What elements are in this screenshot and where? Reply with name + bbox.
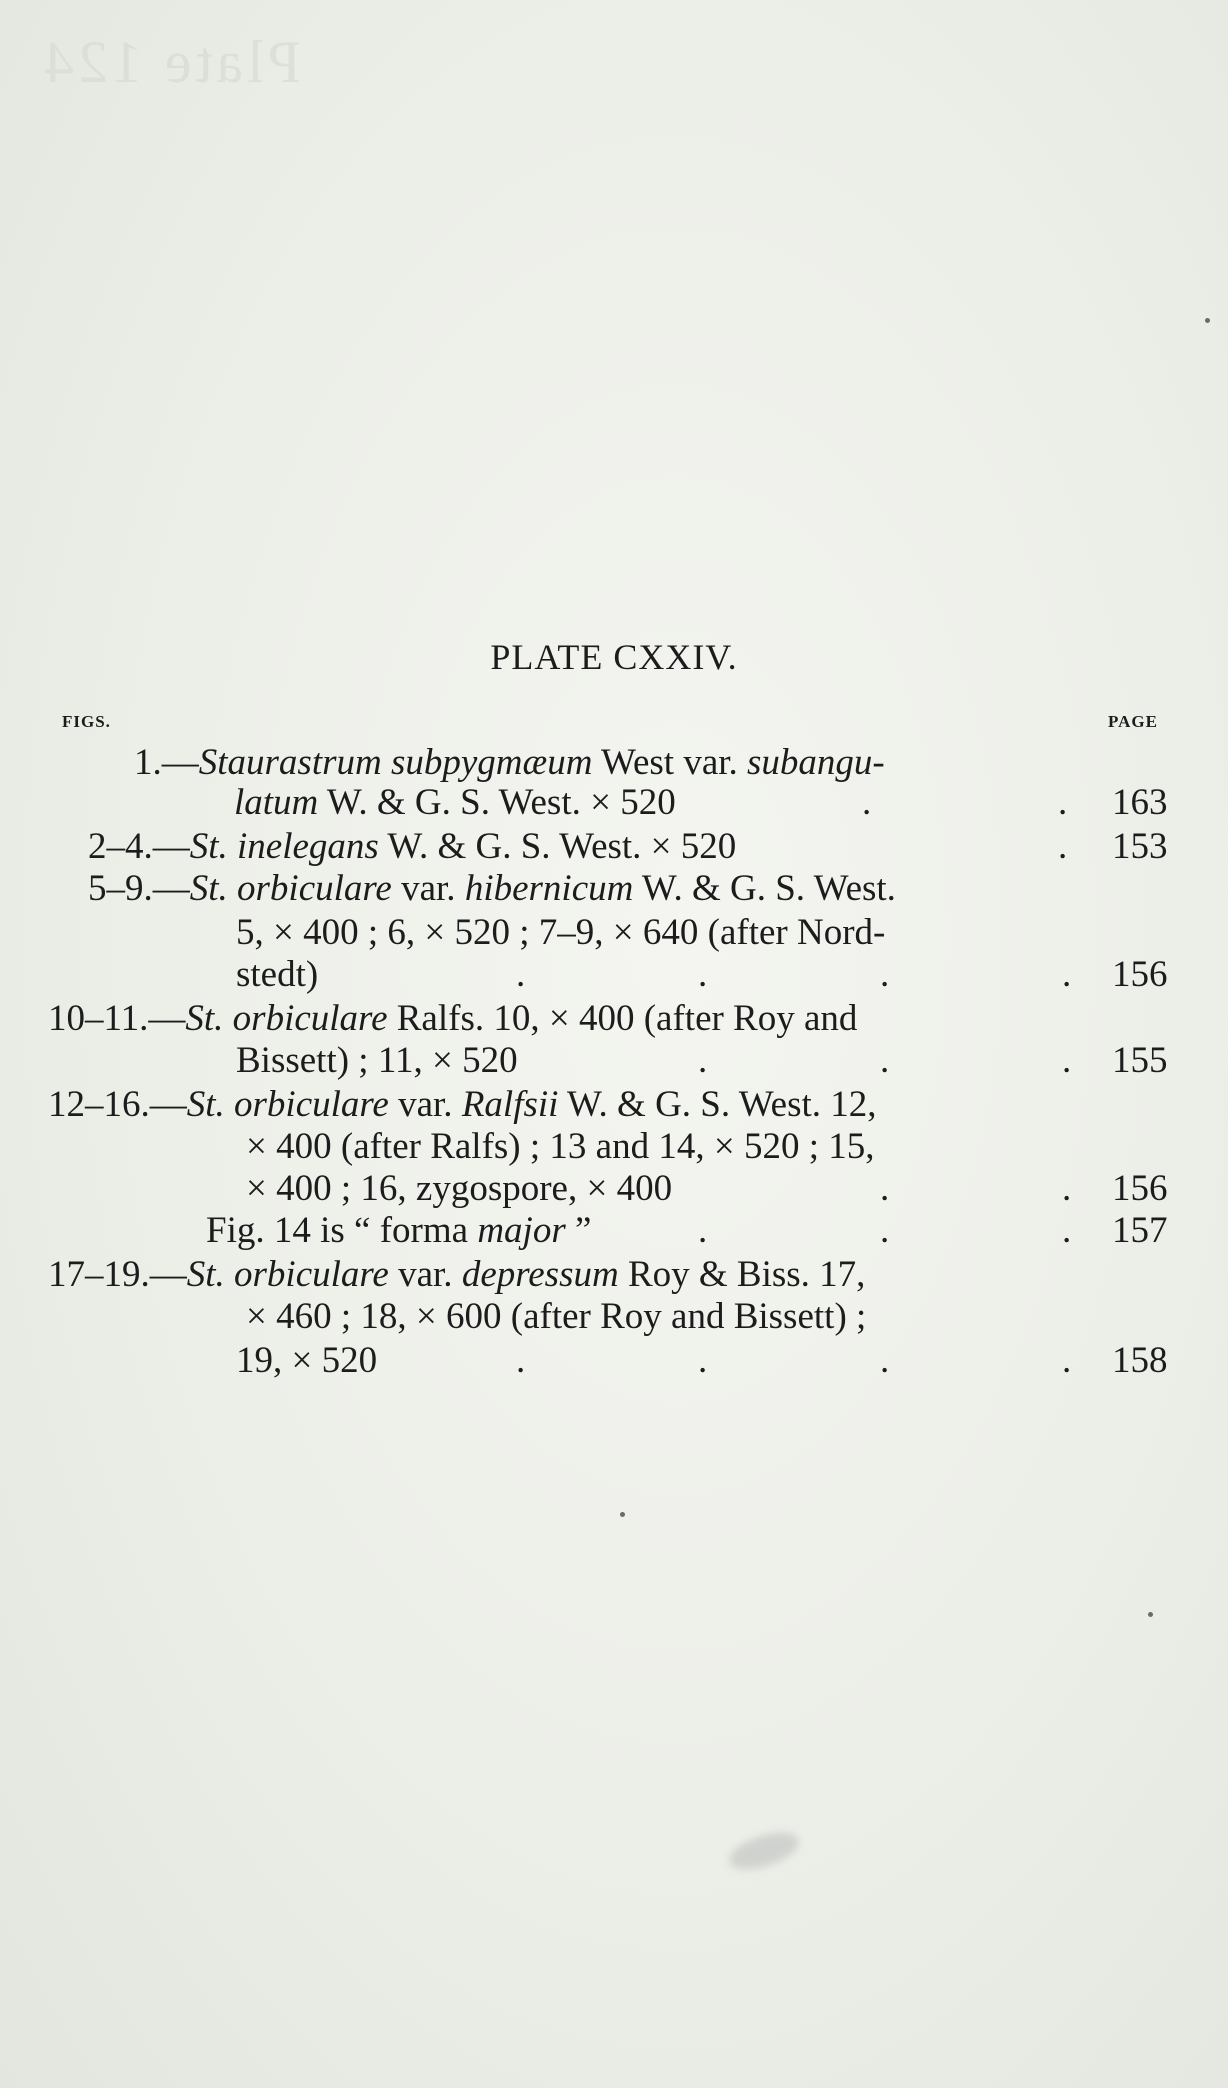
variety-name: hibernicum bbox=[464, 868, 634, 909]
caption-line bbox=[236, 1042, 518, 1079]
page-number: 158 bbox=[1112, 1340, 1168, 1381]
species-name: St. inelegans bbox=[189, 826, 379, 867]
figs-column-header: FIGS. bbox=[62, 712, 111, 731]
page-column-header: PAGE bbox=[1108, 712, 1158, 731]
species-name: St. orbiculare bbox=[186, 1254, 389, 1295]
caption-line bbox=[246, 1170, 672, 1207]
page-number: 155 bbox=[1112, 1040, 1168, 1081]
caption-line bbox=[236, 914, 885, 951]
caption-text: 5, × 400 ; 6, × 520 ; 7–9, × 640 (after Nord- bbox=[236, 912, 886, 953]
variety-name: major bbox=[477, 1210, 566, 1251]
fig-number: 1.— bbox=[134, 742, 199, 783]
caption-line bbox=[134, 744, 885, 781]
paper-speck bbox=[1205, 318, 1210, 323]
caption-line bbox=[206, 1212, 591, 1249]
leader-dot: . bbox=[880, 1168, 890, 1209]
leader-dot: . bbox=[880, 1040, 890, 1081]
fig-number: 17–19.— bbox=[48, 1254, 187, 1295]
fig-number: 10–11.— bbox=[48, 998, 186, 1039]
show-through-text: Plate 124 bbox=[40, 29, 301, 95]
caption-line bbox=[48, 1256, 865, 1293]
caption-line bbox=[48, 1000, 857, 1037]
page-number: 163 bbox=[1112, 782, 1168, 823]
variety-name: depressum bbox=[461, 1254, 619, 1295]
caption-text: Ralfs. 10, × 400 (after Roy and bbox=[387, 998, 858, 1039]
caption-text: Roy & Biss. 17, bbox=[618, 1254, 866, 1295]
paper-speck bbox=[620, 1512, 625, 1517]
leader-dot: . bbox=[1062, 1040, 1072, 1081]
caption-text: × 460 ; 18, × 600 (after Roy and Bissett) ; bbox=[246, 1296, 867, 1337]
variety-name: subangu- bbox=[747, 742, 885, 783]
leader-dot: . bbox=[880, 1340, 890, 1381]
leader-dot: . bbox=[880, 954, 890, 995]
caption-text: 19, × 520 bbox=[236, 1340, 378, 1381]
leader-dot: . bbox=[1058, 826, 1068, 867]
leader-dot: . bbox=[516, 1340, 526, 1381]
caption-text: W. & G. S. West. × 520 bbox=[318, 782, 676, 823]
caption-text: var. bbox=[388, 1254, 462, 1295]
caption-text: var. bbox=[391, 868, 465, 909]
leader-dot: . bbox=[698, 954, 708, 995]
leader-dot: . bbox=[1062, 1340, 1072, 1381]
fig-number: 5–9.— bbox=[88, 868, 190, 909]
caption-text: West var. bbox=[592, 742, 748, 783]
leader-dot: . bbox=[698, 1210, 708, 1251]
caption-text: W. & G. S. West. 12, bbox=[558, 1084, 877, 1125]
caption-line bbox=[236, 1342, 377, 1379]
variety-name: Ralfsii bbox=[461, 1084, 559, 1125]
caption-text: Fig. 14 is “ forma bbox=[206, 1210, 478, 1251]
caption-line bbox=[88, 870, 896, 907]
leader-dot: . bbox=[698, 1040, 708, 1081]
caption-text: stedt) bbox=[236, 954, 319, 995]
caption-text: × 400 ; 16, zygospore, × 400 bbox=[246, 1168, 673, 1209]
caption-text: var. bbox=[388, 1084, 462, 1125]
paper-smudge bbox=[725, 1826, 803, 1877]
leader-dot: . bbox=[880, 1210, 890, 1251]
plate-title: PLATE CXXIV. bbox=[490, 637, 738, 677]
caption-text: ” bbox=[565, 1210, 592, 1251]
caption-line bbox=[246, 1298, 866, 1335]
page-number: 157 bbox=[1112, 1210, 1168, 1251]
paper-speck bbox=[1148, 1612, 1153, 1617]
page-number: 153 bbox=[1112, 826, 1168, 867]
leader-dot: . bbox=[1062, 1168, 1072, 1209]
leader-dot: . bbox=[516, 954, 526, 995]
page-number: 156 bbox=[1112, 1168, 1168, 1209]
caption-text: × 400 (after Ralfs) ; 13 and 14, × 520 ; 15, bbox=[246, 1126, 875, 1167]
leader-dot: . bbox=[1058, 782, 1068, 823]
page-number: 156 bbox=[1112, 954, 1168, 995]
leader-dot: . bbox=[862, 782, 872, 823]
caption-line bbox=[236, 956, 318, 993]
species-name: St. orbiculare bbox=[189, 868, 392, 909]
caption-text: W. & G. S. West. × 520 bbox=[378, 826, 737, 867]
leader-dot: . bbox=[698, 1340, 708, 1381]
fig-number: 12–16.— bbox=[48, 1084, 187, 1125]
caption-line bbox=[234, 784, 676, 821]
species-name: St. orbiculare bbox=[185, 998, 388, 1039]
fig-number: 2–4.— bbox=[88, 826, 190, 867]
caption-text: W. & G. S. West. bbox=[633, 868, 896, 909]
caption-line bbox=[246, 1128, 874, 1165]
caption-line bbox=[88, 828, 736, 865]
caption-line bbox=[48, 1086, 877, 1123]
species-name: St. orbiculare bbox=[186, 1084, 389, 1125]
leader-dot: . bbox=[1062, 954, 1072, 995]
species-name: Staurastrum subpygmæum bbox=[198, 742, 593, 783]
leader-dot: . bbox=[1062, 1210, 1072, 1251]
caption-text: Bissett) ; 11, × 520 bbox=[236, 1040, 518, 1081]
variety-name: latum bbox=[234, 782, 319, 823]
